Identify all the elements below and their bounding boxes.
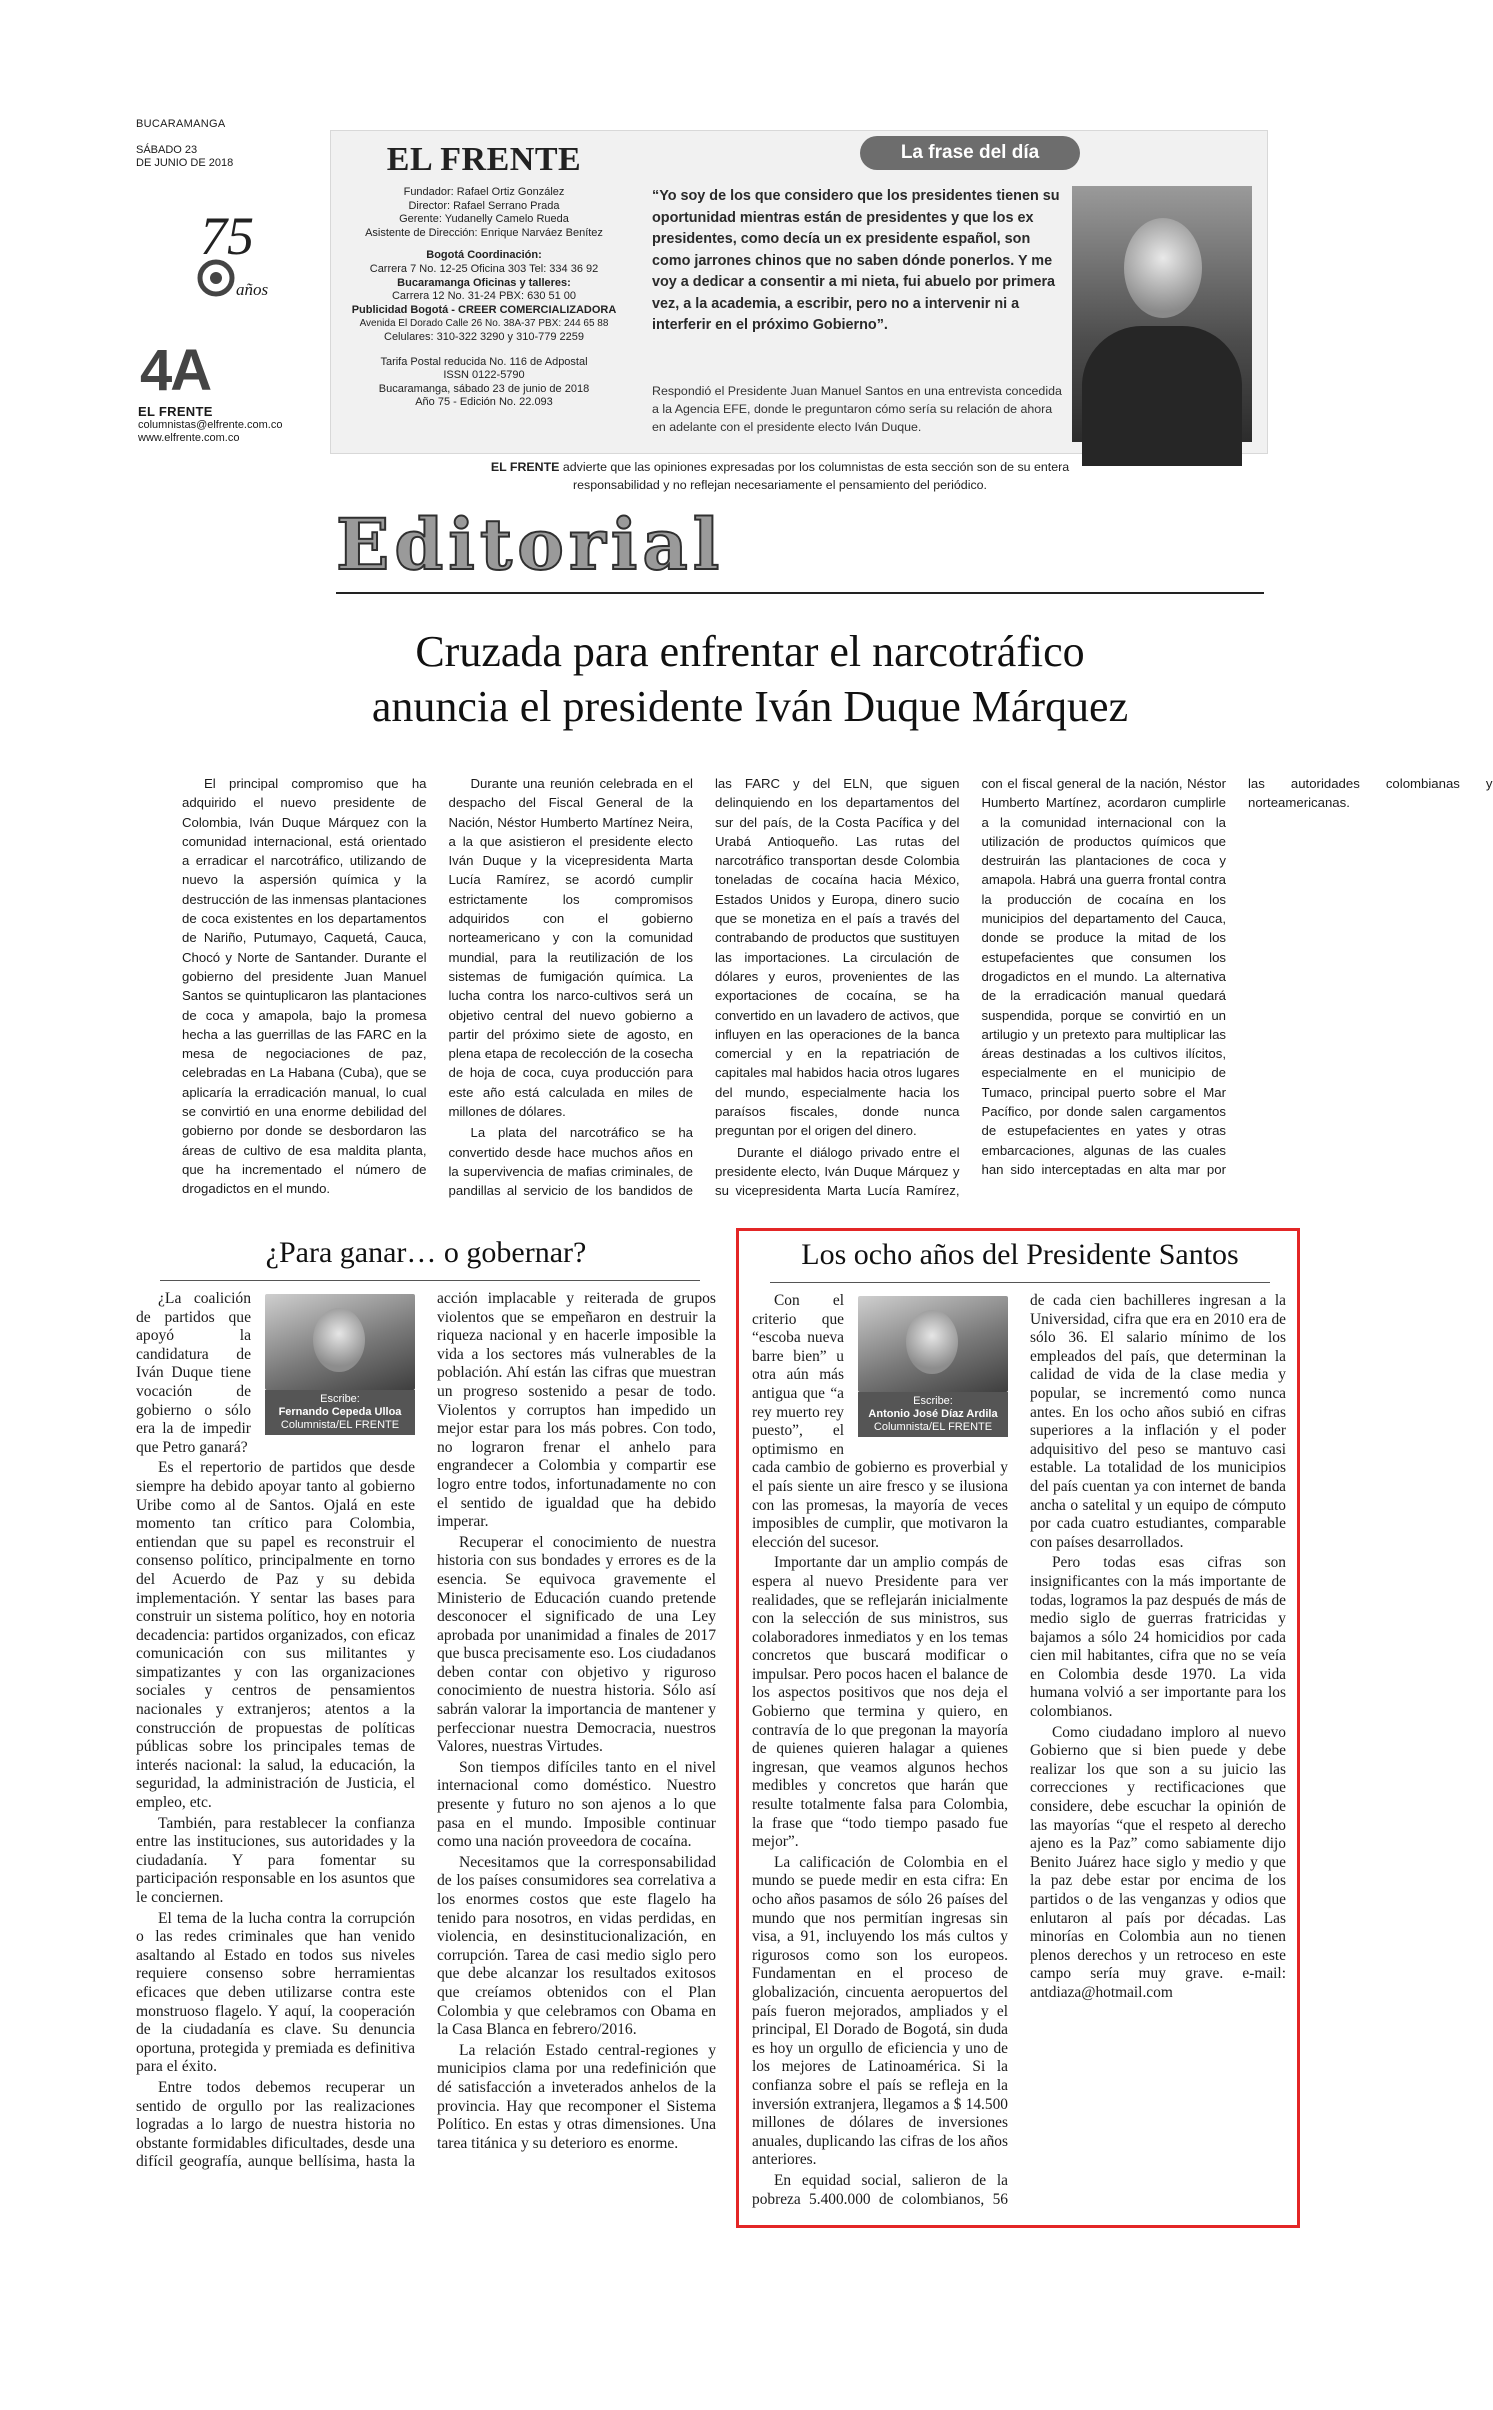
column-paragraph: Pero todas esas cifras son insignificantes con la más importante de todas, logramos la paz después de más de medio siglo de guerras fratricidas y bajamos a sólo 24 homicidios por cada cien mil habitantes, cifra que no se veía en Colombia desde 1970. La vida humana volvió a ser importante para los colombianos. <box>1030 1554 1286 1721</box>
left-column-body <box>136 1290 716 2190</box>
contact-line: Carrera 12 No. 31-24 PBX: 630 51 00 <box>391 290 577 303</box>
right-byline <box>858 1296 1008 1437</box>
left-column-rule <box>160 1280 700 1281</box>
column-paragraph: Con el criterio que “escoba nueva barre bien” u otra aún más antigua que “a rey muerto rey puesto”, el optimismo en cada cambio de gobierno es proverbial y el país siente un aire fresco y se ilusiona con las promesas, la mayoría de veces imposibles de cumplir, que motivaron la elección del sucesor. <box>752 1292 1008 1551</box>
quote-caption: Respondió el Presidente Juan Manuel Santos en una entrevista concedida a la Agencia EFE, donde le preguntaron cómo sería su relación de ahora en adelante con el presidente electo Iván Duque. <box>652 384 1062 434</box>
city-label: BUCARAMANGA <box>136 118 226 130</box>
right-column-body <box>752 1292 1286 2212</box>
editorial-body <box>182 774 1493 1214</box>
contact-line: Avenida El Dorado Calle 26 No. 38A-37 PBX: 244 65 88 <box>359 318 609 330</box>
column-paragraph: También, para restablecer la confianza entre las instituciones, sus autoridades y la ciudadanía. Y para fomentar su participación responsable en los asuntos que le conciernen. <box>136 1814 415 1906</box>
disclaimer-text: advierte que las opiniones expresadas por los columnistas de esta sección son de su entera responsabilidad y no reflejan necesariamente el pensamiento del periódico. <box>559 460 1070 492</box>
byline-label: Escribe: <box>320 1393 360 1405</box>
author-photo-diaz <box>858 1296 1008 1392</box>
left-byline <box>265 1294 415 1435</box>
contact-line: Carrera 7 No. 12-25 Oficina 303 Tel: 334 36 92 <box>369 262 599 275</box>
santos-photo <box>1072 186 1252 442</box>
paper-name-small: EL FRENTE <box>138 404 213 419</box>
byline-role: Columnista/EL FRENTE <box>280 1419 400 1431</box>
contact-line: Bucaramanga Oficinas y talleres: <box>397 276 571 289</box>
contact-line: Bogotá Coordinación: <box>426 249 542 262</box>
anniversary-number: 75 <box>200 206 254 266</box>
right-column-rule <box>770 1282 1270 1283</box>
anniversary-logo <box>196 206 286 306</box>
credits-title: EL FRENTE <box>386 141 582 178</box>
staff-line: Asistente de Dirección: Enrique Narváez Benítez <box>365 226 603 239</box>
byline-label: Escribe: <box>913 1395 953 1407</box>
column-paragraph: Son tiempos difíciles tanto en el nivel internacional como doméstico. Nuestro presente y futuro no son ajenos a lo que pasa en el mundo. Imposible continuar como una nación proveedora de cocaína. <box>437 1758 716 1851</box>
right-column-headline: Los ocho años del Presidente Santos <box>801 1238 1239 1271</box>
staff-line: Gerente: Yudanelly Camelo Rueda <box>399 213 569 226</box>
byline-author: Antonio José Díaz Ardila <box>868 1408 998 1420</box>
postal-line: Bucaramanga, sábado 23 de junio de 2018 <box>378 382 590 395</box>
editorial-paragraph: La plata del narcotráfico se ha convertido desde hace muchos años en la supervivencia de mafias criminales, de pandillas al servicio de los bandidos de las FARC y del ELN, que siguen delinquiendo en los departamentos del sur del país, de la Costa Pacífica y del Urabá Antioqueño. Las rutas del narcotráfico transportan desde Colombia toneladas de cocaína hacia México, Estados Unidos y Europa, dinero sucio que se monetiza en el país a través del contrabando de productos que sustituyen las importaciones. La circulación de dólares y euros, provenientes de las exportaciones de cocaína, se ha convertido en un lavadero de activos, que influyen en las operaciones de la banca comercial y en la repatriación de capitales mal habidos hacia otros lugares del mundo, especialmente hacia los paraísos fiscales, donde nunca preguntan por el origen del dinero. <box>448 776 960 1199</box>
postal-line: Tarifa Postal reducida No. 116 de Adpostal <box>380 355 588 368</box>
masthead-brand-block <box>138 404 358 445</box>
column-paragraph: ¿La coalición de partidos que apoyó la candidatura de Iván Duque tiene vocación de gobierno o sólo era la de impedir que Petro ganará? <box>136 1290 251 1456</box>
byline-author: Fernando Cepeda Ulloa <box>278 1406 402 1418</box>
editorial-paragraph: Durante una reunión celebrada en el despacho del Fiscal General de la Nación, Néstor Humberto Martínez Neira, a la que asistieron el presidente electo Iván Duque y la vicepresidenta Marta Lucía Ramírez, se acordó cumplir estrictamente los compromisos adquiridos con el gobierno norteamericano y con la comunidad mundial, para la reutilización de los sistemas de fumigación química. La lucha contra los narco-cultivos será un objetivo central del nuevo gobierno a partir del próximo siete de agosto, en plena etapa de recolección de la cosecha de hoja de coca, cuya producción para este año está calculada en miles de millones de dólares. <box>448 776 693 1120</box>
page-number: 4A <box>140 338 211 403</box>
column-paragraph: En equidad social, salieron de la pobreza 5.400.000 de colombianos, 56 de cada cien bachilleres ingresan a la Universidad, cifra que era en 2010 era de sólo 36. El salario mínimo de los empleados del país, que determinan la calidad de vida de la clase media y popular, se incrementó como nunca antes. En los ocho años subió en cifras superiores a la inflación y el poder adquisitivo del peso se mantuvo casi estable. La totalidad de los municipios del país cuentan ya con internet de banda ancha o satelital y un equipo de cómputo por cada cuatro estudiantes, comparable con países desarrollados. <box>752 1292 1286 2208</box>
disclaimer <box>470 458 1090 494</box>
author-photo-cepeda <box>265 1294 415 1390</box>
editorial-headline-line-2: anuncia el presidente Iván Duque Márquez <box>371 682 1129 731</box>
column-paragraph: Como ciudadano imploro al nuevo Gobierno que si bien puede y debe realizar los que son a su juicio las correcciones y rectificaciones que considere, debe escuchar la opinión de las mayorías “que el respeto al derecho ajeno es la Paz” como sabiamente dijo Benito Juárez hace siglo y medio y que la paz debe estar por encima de los partidos o de las venganzas y odios que enlutaron al país por décadas. Las minorías en Colombia aun no tienen plenos derechos y un retroceso en este campo sería muy grave. e-mail: antdiaza@hotmail.com <box>1030 1723 1286 2001</box>
editorial-paragraph: Durante el diálogo privado entre el presidente electo, Iván Duque Márquez y su vicepresidenta Marta Lucía Ramírez, con el fiscal general de la nación, Néstor Humberto Martínez, acordaron cumplirle a la comunidad internacional con la utilización de productos químicos que destruirán las plantaciones de coca y amapola. Habrá una guerra frontal contra la producción de cocaína en los municipios del departamento del Cauca, donde se produce la mitad de los estupefacientes que consumen los drogadictos en el mundo. La alternativa de la erradicación manual quedará suspendida, porque se convirtió en un artilugio y un pretexto para multiplicar las áreas destinadas a los cultivos ilícitos, especialmente en el municipio de Tumaco, principal puerto sobre el Mar Pacífico, por donde salen cargamentos de estupefacientes en yates y otras embarcaciones, algunas de las cuales han sido interceptadas en alta mar por las autoridades colombianas y norteamericanas. <box>715 776 1493 1199</box>
postal-line: ISSN 0122-5790 <box>443 369 525 382</box>
section-title: Editorial <box>336 503 725 586</box>
quote-label: La frase del día <box>860 136 1080 170</box>
date-line-2: DE JUNIO DE 2018 <box>136 157 234 169</box>
left-column-headline: ¿Para ganar… o gobernar? <box>265 1236 587 1269</box>
staff-line: Fundador: Rafael Ortiz González <box>403 186 565 198</box>
disclaimer-brand: EL FRENTE <box>490 460 560 474</box>
column-paragraph: Necesitamos que la corresponsabilidad de los países consumidores sea correlativa a los enormes costos que este flagelo ha tenido para nosotros, en vidas perdidas, en violencia, en desinstitucionalización, en corrupción. Tarea de casi medio siglo pero que debe alcanzar los resultados exitosos que creíamos obtenidos con el Plan Colombia y que celebramos con Obama en la Casa Blanca en febrero/2016. <box>437 1853 716 2039</box>
editorial-paragraph: El principal compromiso que ha adquirido el nuevo presidente de Colombia, Iván Duque Márquez con la comunidad internacional, está orientado a erradicar el narcotráfico, utilizando de nuevo la aspersión química y la destrucción de las inmensas plantaciones de coca existentes en los departamentos de Nariño, Putumayo, Caquetá, Cauca, Chocó y Norte de Santander. Durante el gobierno del presidente Juan Manuel Santos se quintuplicaron las plantaciones de coca y amapola, bajo la promesa hecha a las guerrillas de las FARC en la mesa de negociaciones de paz, celebradas en La Habana (Cuba), que se aplicaría la erradicación manual, lo cual se convirtió en una enorme debilidad del gobierno por donde se desbordaron las áreas de cultivo de esa maldita planta, que ha incrementado el número de drogadictos en el mundo. <box>182 776 427 1197</box>
anniversary-word: años <box>236 280 269 299</box>
date-line-1: SÁBADO 23 <box>136 144 198 156</box>
quote-text: “Yo soy de los que considero que los presidentes tienen su oportunidad mientras están de presidentes y que los ex presidentes, como decía un ex presidente español, son como jarrones chinos que no saben dónde ponerlos. Y me voy a dedicar a consentir a mi nieta, fui abuelo por primera vez, a la academia, a escribir, pero no a intervenir ni a interferir en el próximo Gobierno”. <box>652 188 1060 333</box>
website: www.elfrente.com.co <box>138 432 240 444</box>
column-paragraph: Es el repertorio de partidos que desde siempre ha debido apoyar tanto al gobierno Uribe como al de Santos. Ojalá en este momento tan crítico para Colombia, entiendan que su papel es reconstruir el consenso político, principalmente en torno del Acuerdo de Paz y su debida implementación. Y sentar las bases para construir un sistema político, hoy en notoria decadencia: partidos organizados, con eficaz comunicación con sus militantes y simpatizantes y con las organizaciones sociales y centros de pensamientos nacionales y extranjeros; atentos a la construcción de propuestas de políticas públicas sobre los principales temas de interés nacional: la salud, la educación, la seguridad, la administración de Justicia, el empleo, etc. <box>136 1459 415 1812</box>
column-paragraph: Importante dar un amplio compás de espera al nuevo Presidente para ver realidades, que se reflejarán inicialmente con la selección de sus ministros, sus colaboradores inmediatos y en los temas concretos que buscará modificar o impulsar. Pero pocos hacen el balance de los aspectos positivos que nos deja el Gobierno que termina y quiero, en contravía de lo que pregonan la mayoría de quienes quieren halagar a quienes ingresan, que veamos algunos hechos medibles y concretos que harán que resulte totalmente falsa para Colombia, la frase que “todo tiempo pasado fue mejor”. <box>752 1554 1008 1851</box>
byline-role: Columnista/EL FRENTE <box>873 1421 993 1433</box>
credits-block <box>346 140 622 410</box>
column-paragraph: La calificación de Colombia en el mundo se puede medir en esta cifra: En ocho años pasamos de sólo 26 países del mundo que nos permitían ingresas sin visa, a 91, incluyendo los más cultos y rigurosos como son los europeos. Fundamentan en el proceso de globalización, cincuenta aeropuertos del país fueron mejorados, ampliados y el principal, El Dorado de Bogotá, sin duda es hoy un orgullo de eficiencia y uno de los mejores de Latinoamérica. Si la confianza sobre el país se refleja en la inversión extranjera, llegamos a $ 14.500 millones de dólares de inversiones anuales, duplicando las cifras de los años anteriores. <box>752 1853 1008 2169</box>
column-paragraph: Entre todos debemos recuperar un sentido de orgullo por las realizaciones logradas a lo largo de nuestra historia no obstante formidables dificultades, desde una difícil geografía, aunque bellísima, hasta la acción implacable y reiterada de grupos violentos que se empeñaron en destruir la riqueza nacional y en hacerle imposible la vida a los sectores más vulnerables de la población. Ahí están las cifras que muestran un progreso sostenido a pesar de todo. Violentos y corruptos han impedido un mejor estar para los más pobres. Con todo, no lograron frenar el anhelo para engrandecer a Colombia y compartir ese logro entre todos, infortunadamente no con el sentido de igualdad que ha debido imperar. <box>136 1290 716 2171</box>
column-paragraph: Recuperar el conocimiento de nuestra historia con sus bondades y errores es de la esencia. Se equivoca gravemente el Ministerio de Educación cuando pretende desconocer el significado de una Ley aprobada por unanimidad a finales de 2017 que busca precisamente eso. Los ciudadanos deben contar con objetivo y riguroso conocimiento de nuestra historia. Sólo así sabrán valorar la importancia de mantener y perfeccionar nuestra Democracia, nuestros Valores, nuestras Virtudes. <box>437 1533 716 1756</box>
postal-line: Año 75 - Edición No. 22.093 <box>415 396 553 409</box>
column-paragraph: El tema de la lucha contra la corrupción o las redes criminales que han venido asaltando al Estado en todos sus niveles requiere consenso sobre herramientas eficaces que deben utilizarse contra este monstruoso flagelo. Y aquí, la cooperación de la ciudadanía es clave. Su denuncia oportuna, protegida y premiada es definitiva para el éxito. <box>136 1909 415 2076</box>
contact-line: Publicidad Bogotá - CREER COMERCIALIZADORA <box>351 303 617 316</box>
columnists-email: columnistas@elfrente.com.co <box>138 419 283 431</box>
masthead-left <box>136 118 336 170</box>
contact-line: Celulares: 310-322 3290 y 310-779 2259 <box>384 330 584 343</box>
staff-line: Director: Rafael Serrano Prada <box>408 199 560 212</box>
editorial-headline <box>300 624 1200 734</box>
column-paragraph: La relación Estado central-regiones y municipios clama por una redefinición que dé satisfacción a inveterados anhelos de la provincia. Hay que recomponer el Sistema Político. En estas y otras dimensiones. Una tarea titánica y su deterioro es enorme. <box>437 2041 716 2152</box>
editorial-headline-line-1: Cruzada para enfrentar el narcotráfico <box>415 627 1085 676</box>
section-rule <box>336 592 1264 594</box>
